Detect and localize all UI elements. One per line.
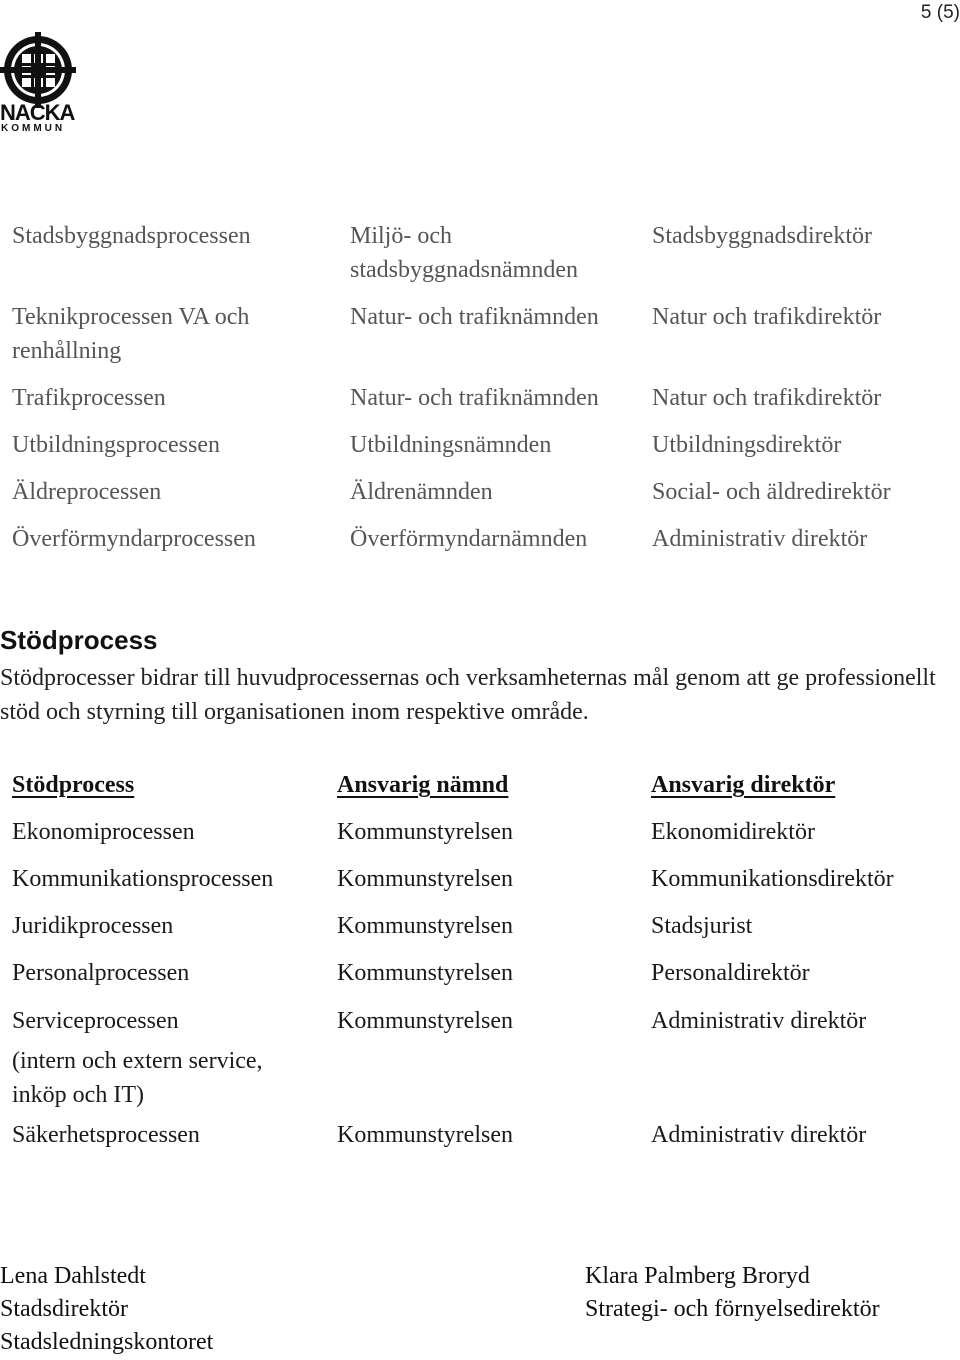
logo-wordmark: NACKA xyxy=(0,100,75,125)
process-name: Ekonomiprocessen xyxy=(12,819,195,845)
responsible-director: Ekonomidirektör xyxy=(651,819,815,845)
signatory-org: Stadsledningskontoret xyxy=(0,1329,214,1355)
responsible-director: Administrativ direktör xyxy=(652,526,868,552)
process-name: Serviceprocessen xyxy=(12,1008,179,1034)
process-name: Utbildningsprocessen xyxy=(12,432,220,458)
responsible-board: Natur- och trafiknämnden xyxy=(350,304,599,330)
process-name: Personalprocessen xyxy=(12,960,190,986)
logo-subtitle: KOMMUN xyxy=(1,123,66,134)
section-heading: Stödprocess xyxy=(0,625,158,655)
section-description: Stödprocesser bidrar till huvudprocessernas och verksamheternas mål genom att ge professionellt stöd och styrning till organisationen inom respektive område. xyxy=(0,665,936,725)
nacka-kommun-logo xyxy=(0,22,80,134)
responsible-director: Stadsbyggnadsdirektör xyxy=(652,223,872,249)
responsible-board: Kommunstyrelsen xyxy=(337,866,513,892)
responsible-director: Stadsjurist xyxy=(651,913,753,939)
process-name: Teknikprocessen VA och xyxy=(12,304,250,330)
responsible-board: Överförmyndarnämnden xyxy=(350,526,588,552)
responsible-board: Kommunstyrelsen xyxy=(337,819,513,845)
column-header-process: Stödprocess xyxy=(12,772,135,798)
responsible-director: Natur och trafikdirektör xyxy=(652,304,882,330)
signatory-name: Lena Dahlstedt xyxy=(0,1263,146,1289)
process-name: Säkerhetsprocessen xyxy=(12,1122,200,1148)
process-name: Äldreprocessen xyxy=(12,479,162,505)
process-name: Trafikprocessen xyxy=(12,385,166,411)
responsible-board: Natur- och trafiknämnden xyxy=(350,385,599,411)
responsible-director: Administrativ direktör xyxy=(651,1122,867,1148)
responsible-director: Personaldirektör xyxy=(651,960,810,986)
process-name: Kommunikationsprocessen xyxy=(12,866,274,892)
responsible-director: Natur och trafikdirektör xyxy=(652,385,882,411)
process-name: Stadsbyggnadsprocessen xyxy=(12,223,251,249)
responsible-director: Kommunikationsdirektör xyxy=(651,866,894,892)
column-header-director: Ansvarig direktör xyxy=(651,772,836,798)
responsible-board: Kommunstyrelsen xyxy=(337,1008,513,1034)
responsible-board: stadsbyggnadsnämnden xyxy=(350,257,578,283)
responsible-board: Äldrenämnden xyxy=(350,479,493,505)
responsible-board: Miljö- och xyxy=(350,223,452,249)
page-number: 5 (5) xyxy=(920,2,960,23)
responsible-board: Utbildningsnämnden xyxy=(350,432,552,458)
responsible-board: Kommunstyrelsen xyxy=(337,913,513,939)
process-name: Juridikprocessen xyxy=(12,913,174,939)
responsible-director: Utbildningsdirektör xyxy=(652,432,842,458)
signatory-title: Stadsdirektör xyxy=(0,1296,128,1322)
signatory-title: Strategi- och förnyelsedirektör xyxy=(585,1296,880,1322)
process-note: (intern och extern service, xyxy=(12,1048,263,1074)
responsible-board: Kommunstyrelsen xyxy=(337,1122,513,1148)
process-name: renhållning xyxy=(12,338,122,364)
column-header-board: Ansvarig nämnd xyxy=(337,772,509,798)
responsible-director: Administrativ direktör xyxy=(651,1008,867,1034)
responsible-board: Kommunstyrelsen xyxy=(337,960,513,986)
process-note: inköp och IT) xyxy=(12,1082,144,1108)
signatory-name: Klara Palmberg Broryd xyxy=(585,1263,810,1289)
responsible-director: Social- och äldredirektör xyxy=(652,479,891,505)
process-name: Överförmyndarprocessen xyxy=(12,526,256,552)
